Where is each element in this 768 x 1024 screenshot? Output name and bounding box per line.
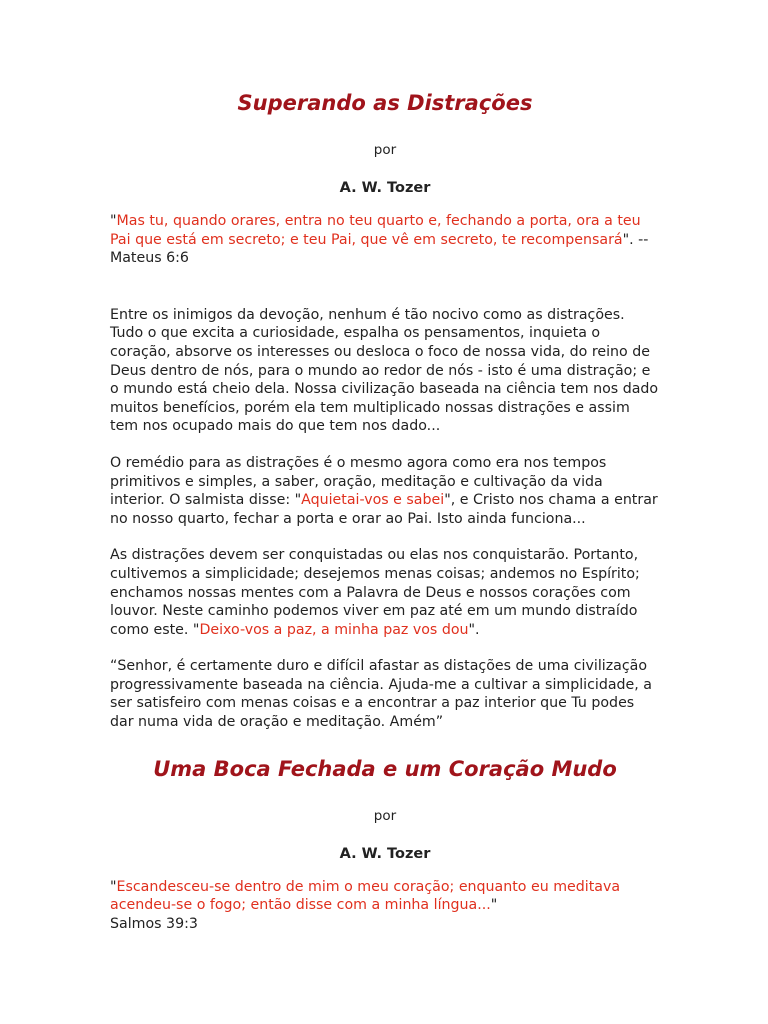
paragraph-3-quote: Deixo-vos a paz, a minha paz vos dou bbox=[199, 621, 469, 638]
article-title: Superando as Distrações bbox=[237, 91, 533, 115]
epigraph-quote bbox=[110, 212, 660, 268]
paragraph-3 bbox=[110, 546, 660, 639]
document-page bbox=[110, 88, 660, 933]
paragraph-2-text-b: ", e Cristo nos chama a entrar no nosso quarto, fechar a porta e orar ao Pai. Isto ainda funciona... bbox=[110, 492, 658, 527]
by-label: por bbox=[373, 142, 397, 158]
quote-open-mark: " bbox=[110, 213, 117, 229]
epigraph-quote bbox=[110, 878, 660, 934]
article-title: Uma Boca Fechada e um Coração Mudo bbox=[153, 756, 617, 781]
author-name: A. W. Tozer bbox=[339, 845, 431, 862]
quote-reference: ". -- Mateus 6:6 bbox=[110, 231, 649, 267]
paragraph-1: Entre os inimigos da devoção, nenhum é tão nocivo como as distrações. Tudo o que excita a curiosidade, espalha os pensamentos, inquieta o coração, absorve os interesses ou desloca o foco de nossa vida, do reino de Deus dentro de nós, para o mundo ao redor de nós - isto é uma distração; e o mundo está cheio dela. Nossa civilização baseada na ciência tem nos dado muitos benefícios, porém ela tem multiplicado nossas distrações e assim tem nos ocupado mais do que tem nos dado... bbox=[110, 306, 659, 435]
paragraph-3-text-b: ". bbox=[468, 621, 480, 638]
author-name: A. W. Tozer bbox=[339, 180, 431, 196]
paragraph-3-text-a: As distrações devem ser conquistadas ou elas nos conquistarão. Portanto, cultivemos a simplicidade; desejemos menas coisas; andemos no Espírito; enchamos nossas mentes com a Palavra de Deus e nossos corações com louvor. Neste caminho podemos viver em paz até em um mundo distraído como este. " bbox=[110, 547, 640, 638]
paragraph-2-text-a: O remédio para as distrações é o mesmo agora como era nos tempos primitivos e simples, a saber, oração, meditação e cultivação da vida interior. O salmista disse: " bbox=[110, 454, 607, 509]
article-2 bbox=[110, 754, 660, 934]
quote-close-mark: " bbox=[490, 897, 498, 914]
quote-text: Mas tu, quando orares, entra no teu quarto e, fechando a porta, ora a teu Pai que está em secreto; e teu Pai, que vê em secreto, te recompensará bbox=[110, 213, 641, 248]
prayer-paragraph: “Senhor, é certamente duro e difícil afastar as distações de uma civilização progressivamente baseada na ciência. Ajuda-me a cultivar a simplicidade, a ser satisfeiro com menas coisas e a encontrar a paz interior que Tu podes dar numa vida de oração e meditação. Amém” bbox=[110, 658, 652, 731]
quote-text: Escandesceu-se dentro de mim o meu coração; enquanto eu meditava acendeu-se o fogo; então disse com a minha língua... bbox=[110, 878, 621, 914]
quote-reference: Salmos 39:3 bbox=[110, 915, 198, 932]
paragraph-2 bbox=[110, 454, 660, 528]
article-1 bbox=[110, 88, 660, 732]
by-label: por bbox=[373, 807, 397, 824]
quote-open-mark: " bbox=[110, 878, 117, 895]
paragraph-2-quote: Aquietai-vos e sabei bbox=[301, 492, 445, 509]
